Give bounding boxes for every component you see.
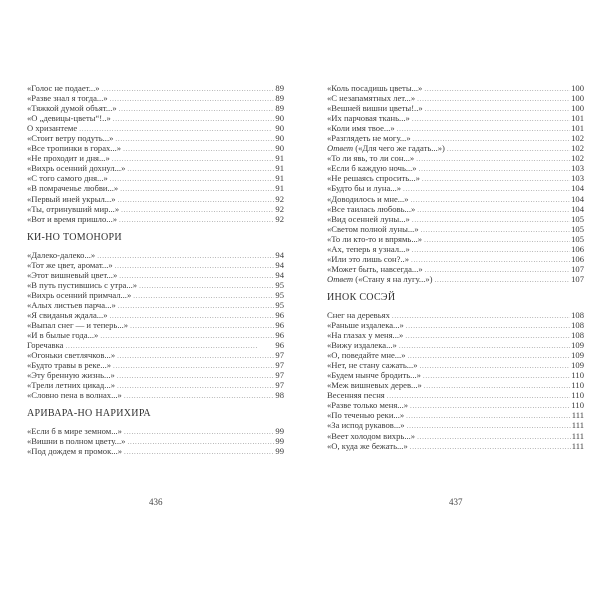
- dot-leader: [417, 205, 570, 215]
- dot-leader: [424, 381, 571, 391]
- entry-title: «Может быть, навсегда...»: [327, 263, 423, 274]
- entry-title: «Под дождем я промок...»: [27, 446, 123, 457]
- entry-page-number: 96: [275, 319, 284, 330]
- entry-title: «Будем нынче бродить...»: [327, 370, 421, 381]
- entry-title: «Далеко-далеко...»: [27, 249, 96, 260]
- dot-leader: [133, 291, 274, 301]
- toc-entry: [327, 431, 584, 441]
- dot-leader: [110, 311, 275, 321]
- entry-title: «Выпал снег — и теперь...»: [27, 319, 129, 330]
- entry-title: «Вижу издалека...»: [327, 340, 397, 351]
- toc-entry: [27, 133, 284, 143]
- dot-leader: [110, 94, 275, 104]
- entry-title: «Ты, отринувший мир...»: [27, 203, 120, 214]
- toc-entry: [27, 204, 284, 214]
- dot-leader: [406, 411, 571, 421]
- dot-leader: [412, 114, 570, 124]
- dot-leader: [139, 281, 274, 291]
- entry-page-number: 102: [571, 133, 584, 144]
- entry-page-number: 105: [571, 233, 584, 244]
- toc-entry: [27, 153, 284, 163]
- entry-page-number: 108: [571, 319, 584, 330]
- dot-leader: [405, 331, 570, 341]
- entry-page-number: 104: [571, 203, 584, 214]
- dot-leader: [424, 84, 570, 94]
- entry-title: Весенняя песня: [327, 390, 385, 401]
- entry-page-number: 96: [275, 330, 284, 341]
- entry-title: «Разглядеть не могу...»: [327, 133, 411, 144]
- dot-leader: [127, 437, 274, 447]
- dot-leader: [410, 442, 571, 452]
- entry-page-number: 97: [275, 350, 284, 361]
- entry-title: «Трели летних цикад...»: [27, 380, 116, 391]
- dot-leader: [410, 401, 570, 411]
- toc-entry: [27, 280, 284, 290]
- entry-page-number: 94: [275, 259, 284, 270]
- toc-entry: [327, 123, 584, 133]
- entry-page-number: 111: [571, 430, 584, 441]
- entry-page-number: 91: [275, 183, 284, 194]
- dot-leader: [422, 174, 570, 184]
- section-heading: КИ-НО ТОМОНОРИ: [27, 231, 122, 243]
- entry-page-number: 99: [275, 446, 284, 457]
- dot-leader: [110, 174, 275, 184]
- entry-page-number: 104: [571, 193, 584, 204]
- toc-entry: [27, 330, 284, 340]
- entry-page-number: 94: [275, 269, 284, 280]
- dot-leader: [102, 84, 275, 94]
- toc-entry: [327, 320, 584, 330]
- dot-leader: [117, 381, 274, 391]
- entry-page-number: 95: [275, 279, 284, 290]
- dot-leader: [417, 94, 570, 104]
- dot-leader: [130, 321, 274, 331]
- toc-entry: [327, 400, 584, 410]
- toc-entry: [27, 83, 284, 93]
- entry-page-number: 101: [571, 123, 584, 134]
- entry-page-number: 92: [275, 213, 284, 224]
- entry-title: «Разве только меня...»: [327, 400, 409, 411]
- entry-page-number: 90: [275, 113, 284, 124]
- entry-page-number: 96: [275, 309, 284, 320]
- page-number: 437: [449, 497, 463, 507]
- entry-title: О хризантеме: [27, 123, 78, 134]
- dot-leader: [115, 134, 274, 144]
- entry-page-number: 97: [275, 370, 284, 381]
- dot-leader: [387, 391, 571, 401]
- dot-leader: [113, 114, 275, 124]
- dot-leader: [120, 184, 274, 194]
- entry-title: «О „девицы-цветы“!..»: [27, 113, 111, 124]
- entry-page-number: 109: [571, 360, 584, 371]
- dot-leader: [399, 341, 570, 351]
- dot-leader: [411, 195, 571, 205]
- entry-page-number: 106: [571, 253, 584, 264]
- entry-title: [327, 143, 447, 153]
- toc-entry: [327, 244, 584, 254]
- dot-leader: [115, 261, 275, 271]
- entry-page-number: 89: [275, 83, 284, 93]
- dot-leader: [113, 361, 274, 371]
- entry-title: «Доводилось и мне...»: [327, 193, 409, 204]
- entry-title-text: («Для чего же гадать...»): [353, 143, 445, 154]
- toc-entry: [27, 143, 284, 153]
- entry-title: «Тот же цвет, аромат...»: [27, 259, 113, 270]
- dot-leader: [408, 351, 571, 361]
- toc-entry: [27, 270, 284, 280]
- dot-leader: [416, 154, 570, 164]
- entry-page-number: 111: [571, 440, 584, 451]
- entry-title: «Будто травы в реке...»: [27, 360, 112, 371]
- dot-leader: [406, 321, 570, 331]
- entry-title: «Если б в мире земном...»: [27, 426, 122, 437]
- entry-page-number: 90: [275, 123, 284, 134]
- entry-title: «Вот и время пришло...»: [27, 213, 118, 224]
- entry-title: [327, 274, 435, 284]
- entry-title: «О, куда же бежать...»: [327, 440, 408, 451]
- entry-page-number: 89: [275, 93, 284, 104]
- entry-page-number: 96: [275, 340, 284, 351]
- entry-title: Горечавка: [27, 340, 64, 351]
- entry-title: «За испод рукавов...»: [327, 420, 405, 431]
- entry-title: «Меж вишневых дерев...»: [327, 380, 422, 391]
- entry-title: «Нет, не стану сажать...»: [327, 360, 418, 371]
- toc-entry: [27, 360, 284, 370]
- entry-title: «Если б каждую ночь...»: [327, 163, 417, 174]
- dot-leader: [121, 205, 274, 215]
- entry-title: «Тяжкой думой объят...»: [27, 103, 117, 114]
- toc-entry: [27, 103, 284, 113]
- toc-entry: [27, 370, 284, 380]
- entry-page-number: 100: [571, 103, 584, 114]
- entry-page-number: 106: [571, 243, 584, 254]
- dot-leader: [112, 154, 275, 164]
- entry-title: «Вихрь осенний дохнул...»: [27, 163, 126, 174]
- dot-leader: [119, 104, 275, 114]
- entry-title: «Светом полной луны...»: [327, 223, 419, 234]
- toc-entry: [327, 214, 584, 224]
- entry-page-number: 89: [275, 103, 284, 114]
- toc-entry: [327, 274, 584, 284]
- entry-title-text: («Стану я на лугу...»): [353, 273, 433, 284]
- entry-title: «Вихрь осенний примчал...»: [27, 289, 132, 300]
- entry-title: «Их парчовая ткань...»: [327, 113, 410, 124]
- section-heading: ИНОК СОСЭЙ: [327, 291, 396, 303]
- entry-page-number: 98: [275, 390, 284, 401]
- dot-leader: [124, 447, 274, 457]
- toc-entry: [327, 420, 584, 430]
- toc-entry: [27, 194, 284, 204]
- left-page: [27, 83, 284, 457]
- entry-page-number: 97: [275, 380, 284, 391]
- entry-title: «Коль посадишь цветы...»: [327, 83, 423, 93]
- toc-entry: [327, 103, 584, 113]
- dot-leader: [397, 124, 570, 134]
- entry-title: «Все таилась любовь...»: [327, 203, 416, 214]
- toc-entry: [27, 380, 284, 390]
- dot-leader: [97, 251, 274, 261]
- toc-entry: [27, 113, 284, 123]
- entry-title: «Или это лишь сон?..»: [327, 253, 410, 264]
- toc-entry: [327, 254, 584, 264]
- dot-leader: [421, 225, 570, 235]
- toc-entry: [27, 93, 284, 103]
- dot-leader: [412, 245, 570, 255]
- entry-page-number: 94: [275, 249, 284, 260]
- entry-page-number: 102: [571, 153, 584, 164]
- entry-title: «Не проходит и дня...»: [27, 153, 110, 164]
- toc-entry: [27, 250, 284, 260]
- entry-page-number: 109: [571, 350, 584, 361]
- entry-page-number: 107: [571, 273, 584, 284]
- entry-title: «Вид осенней луны...»: [327, 213, 410, 224]
- entry-page-number: 110: [571, 380, 584, 391]
- dot-leader: [424, 235, 570, 245]
- entry-page-number: 90: [275, 133, 284, 144]
- toc-entry: [327, 153, 584, 163]
- toc-entry: [327, 194, 584, 204]
- dot-leader: [435, 275, 571, 285]
- entry-title: «Огоньки светлячков...»: [27, 350, 116, 361]
- entry-page-number: 99: [275, 426, 284, 437]
- entry-title: «Раньше издалека...»: [327, 319, 404, 330]
- entry-page-number: 90: [275, 143, 284, 154]
- section-heading: АРИВАРА-НО НАРИХИРА: [27, 408, 151, 420]
- entry-page-number: 107: [571, 263, 584, 274]
- toc-entry: [327, 310, 584, 320]
- dot-leader: [119, 215, 274, 225]
- entry-page-number: 102: [571, 143, 584, 154]
- dot-leader: [407, 421, 571, 431]
- dot-leader: [412, 215, 570, 225]
- toc-entry: [327, 441, 584, 451]
- entry-title: «Я свиданья ждала...»: [27, 309, 108, 320]
- entry-title: «Словно пена в волнах...»: [27, 390, 122, 401]
- dot-leader: [117, 351, 274, 361]
- entry-title: «Не решаясь спросить...»: [327, 173, 420, 184]
- dot-leader: [420, 361, 571, 371]
- toc-entry: [327, 113, 584, 123]
- toc-entry: [27, 340, 284, 350]
- entry-page-number: 108: [571, 330, 584, 341]
- dot-leader: [423, 371, 571, 381]
- entry-title: «Ах, теперь я узнал...»: [327, 243, 410, 254]
- dot-leader: [411, 255, 570, 265]
- toc-entry: [27, 123, 284, 133]
- dot-leader: [119, 271, 274, 281]
- toc-entry: [27, 214, 284, 224]
- entry-title: «На глазах у меня...»: [327, 330, 404, 341]
- dot-leader: [403, 184, 570, 194]
- entry-title: «Этот вишневый цвет...»: [27, 269, 118, 280]
- toc-entry: [327, 390, 584, 400]
- toc-entry: [327, 234, 584, 244]
- entry-page-number: 105: [571, 223, 584, 234]
- toc-entry: [327, 350, 584, 360]
- entry-title: «Веет холодом вихрь...»: [327, 430, 416, 441]
- entry-title: «С незапамятных лет...»: [327, 93, 416, 104]
- entry-title: «То ли кто-то и впрямь...»: [327, 233, 423, 244]
- toc-entry: [327, 204, 584, 214]
- entry-page-number: 100: [571, 83, 584, 93]
- toc-entry: [327, 264, 584, 274]
- entry-title: «Коли имя твое...»: [327, 123, 395, 134]
- entry-title: «Первый иней укрыл...»: [27, 193, 116, 204]
- entry-title: «Все тропинки в горах...»: [27, 143, 122, 154]
- entry-title: Снег на деревьях: [327, 309, 390, 320]
- toc-entry: [327, 410, 584, 420]
- entry-page-number: 101: [571, 113, 584, 124]
- toc-entry: [327, 370, 584, 380]
- entry-title: «И в былые года...»: [27, 330, 99, 341]
- entry-prefix: Ответ: [327, 273, 354, 284]
- entry-page-number: 111: [571, 420, 584, 431]
- toc-entry: [327, 163, 584, 173]
- entry-page-number: 105: [571, 213, 584, 224]
- entry-title: «В путь пустившись с утра...»: [27, 279, 138, 290]
- toc-entry: [327, 330, 584, 340]
- entry-title: «Голос не подает...»: [27, 83, 100, 93]
- dot-leader: [425, 265, 570, 275]
- entry-title: «То ли явь, то ли сон...»: [327, 153, 415, 164]
- dot-leader: [117, 371, 275, 381]
- entry-title: «Вишни в полном цвету...»: [27, 436, 126, 447]
- dot-leader: [447, 144, 570, 154]
- dot-leader: [392, 311, 570, 321]
- toc-entry: [27, 350, 284, 360]
- dot-leader: [127, 164, 274, 174]
- entry-title: «Алых листьев парча...»: [27, 299, 116, 310]
- entry-page-number: 100: [571, 93, 584, 104]
- toc-entry: [327, 183, 584, 193]
- right-page: [327, 83, 584, 451]
- entry-page-number: 91: [275, 173, 284, 184]
- toc-entry: [27, 390, 284, 400]
- entry-page-number: 110: [571, 390, 584, 401]
- dot-leader: [124, 427, 274, 437]
- toc-entry: [327, 83, 584, 93]
- entry-page-number: 109: [571, 340, 584, 351]
- entry-title: «Вешней вишни цветы!..»: [327, 103, 423, 114]
- entry-page-number: 91: [275, 163, 284, 174]
- toc-entry: [327, 143, 584, 153]
- toc-entry: [27, 426, 284, 436]
- toc-group: [327, 83, 584, 284]
- entry-page-number: 91: [275, 153, 284, 164]
- entry-page-number: 110: [571, 400, 584, 411]
- entry-page-number: 95: [275, 299, 284, 310]
- toc-group: [27, 426, 284, 456]
- toc-entry: [27, 260, 284, 270]
- toc-entry: [327, 173, 584, 183]
- toc-group: [27, 250, 284, 401]
- dot-leader: [425, 104, 570, 114]
- entry-title: «О, поведайте мне...»: [327, 350, 406, 361]
- entry-page-number: 110: [571, 370, 584, 381]
- entry-title: «С того самого дня...»: [27, 173, 108, 184]
- entry-title: «В помраченье любви...»: [27, 183, 119, 194]
- toc-entry: [27, 183, 284, 193]
- toc-entry: [327, 360, 584, 370]
- entry-prefix: Ответ: [327, 143, 354, 154]
- entry-page-number: 99: [275, 436, 284, 447]
- entry-page-number: 108: [571, 309, 584, 320]
- toc-entry: [27, 436, 284, 446]
- entry-title: «Стоит ветру подуть...»: [27, 133, 114, 144]
- toc-entry: [327, 93, 584, 103]
- toc-group: [327, 310, 584, 451]
- toc-entry: [27, 320, 284, 330]
- dot-leader: [417, 432, 571, 442]
- entry-title: «Будто бы и луна...»: [327, 183, 402, 194]
- dot-leader: [118, 301, 275, 311]
- toc-entry: [327, 133, 584, 143]
- dot-leader: [100, 331, 274, 341]
- entry-page-number: 104: [571, 183, 584, 194]
- entry-page-number: 111: [571, 410, 584, 421]
- toc-entry: [27, 300, 284, 310]
- dot-leader: [123, 144, 274, 154]
- dot-leader: [118, 195, 275, 205]
- toc-entry: [27, 446, 284, 456]
- toc-entry: [327, 340, 584, 350]
- toc-entry: [327, 380, 584, 390]
- entry-title: «Разве знал я тогда...»: [27, 93, 108, 104]
- entry-page-number: 97: [275, 360, 284, 371]
- toc-entry: [27, 290, 284, 300]
- entry-page-number: 92: [275, 203, 284, 214]
- entry-title: «Эту бренную жизнь...»: [27, 370, 115, 381]
- toc-entry: [27, 163, 284, 173]
- toc-entry: [27, 310, 284, 320]
- page-number: 436: [149, 497, 163, 507]
- toc-entry: [27, 173, 284, 183]
- entry-page-number: 103: [571, 173, 584, 184]
- entry-page-number: 92: [275, 193, 284, 204]
- dot-leader: [419, 164, 571, 174]
- entry-page-number: 95: [275, 289, 284, 300]
- toc-group: [27, 83, 284, 224]
- entry-title: «По теченью реки...»: [327, 410, 405, 421]
- entry-page-number: 103: [571, 163, 584, 174]
- dot-leader: [124, 391, 275, 401]
- toc-entry: [327, 224, 584, 234]
